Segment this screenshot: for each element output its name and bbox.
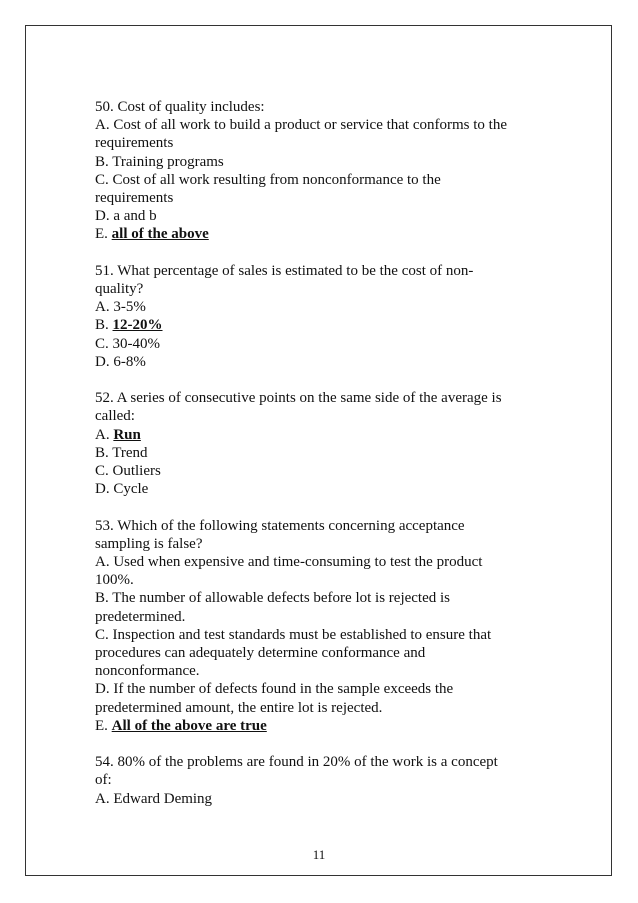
question-prompt: 53. Which of the following statements concerning acceptance xyxy=(95,517,465,534)
option-a-continued: 100%. xyxy=(95,572,134,589)
option-a: A. Used when expensive and time-consuming to test the product xyxy=(95,554,483,571)
option-c: C. Inspection and test standards must be established to ensure that xyxy=(95,626,492,643)
option-c: C. Cost of all work resulting from nonconformance to the xyxy=(95,171,441,188)
correct-answer: All of the above are true xyxy=(111,717,267,734)
option-b: B. Training programs xyxy=(95,153,224,170)
option-b: B. Trend xyxy=(95,444,148,461)
question-prompt-continued: called: xyxy=(95,408,135,425)
option-d: D. a and b xyxy=(95,208,157,225)
option-e xyxy=(95,717,550,735)
question-prompt-continued: sampling is false? xyxy=(95,535,203,552)
option-a-continued: requirements xyxy=(95,135,174,152)
question-54 xyxy=(95,753,550,808)
option-prefix: E. xyxy=(95,226,112,243)
question-53 xyxy=(95,517,550,735)
option-a: A. Edward Deming xyxy=(95,790,213,807)
option-c: C. Outliers xyxy=(95,463,161,480)
question-prompt: 54. 80% of the problems are found in 20% of the work is a concept xyxy=(95,754,498,771)
option-b-continued: predetermined. xyxy=(95,608,186,625)
question-prompt: 50. Cost of quality includes: xyxy=(95,99,265,115)
question-prompt-continued: quality? xyxy=(95,281,144,298)
question-prompt: 51. What percentage of sales is estimated to be the cost of non- xyxy=(95,262,474,279)
option-prefix: B. xyxy=(95,317,113,334)
question-prompt: 52. A series of consecutive points on the same side of the average is xyxy=(95,390,502,407)
option-d-continued: predetermined amount, the entire lot is rejected. xyxy=(95,699,383,716)
option-a xyxy=(95,426,550,444)
option-c-continued: procedures can adequately determine conformance and xyxy=(95,645,426,662)
option-d: D. If the number of defects found in the sample exceeds the xyxy=(95,681,454,698)
correct-answer: Run xyxy=(113,426,141,443)
option-b: B. The number of allowable defects before lot is rejected is xyxy=(95,590,451,607)
correct-answer: 12-20% xyxy=(112,317,163,334)
option-c-continued: requirements xyxy=(95,190,174,207)
correct-answer: all of the above xyxy=(111,226,209,243)
option-b xyxy=(95,316,550,334)
option-e xyxy=(95,225,550,243)
option-d: D. 6-8% xyxy=(95,353,146,370)
question-51 xyxy=(95,262,550,371)
option-d: D. Cycle xyxy=(95,481,149,498)
document-body xyxy=(95,98,550,826)
question-prompt-continued: of: xyxy=(95,772,112,789)
option-c: C. 30-40% xyxy=(95,335,160,352)
option-prefix: A. xyxy=(95,426,114,443)
question-52 xyxy=(95,389,550,498)
option-c-continued: nonconformance. xyxy=(95,663,200,680)
option-prefix: E. xyxy=(95,717,112,734)
option-a: A. 3-5% xyxy=(95,299,146,316)
option-a: A. Cost of all work to build a product or service that conforms to the xyxy=(95,117,507,134)
question-50 xyxy=(95,98,550,244)
page-number: 11 xyxy=(312,847,326,862)
